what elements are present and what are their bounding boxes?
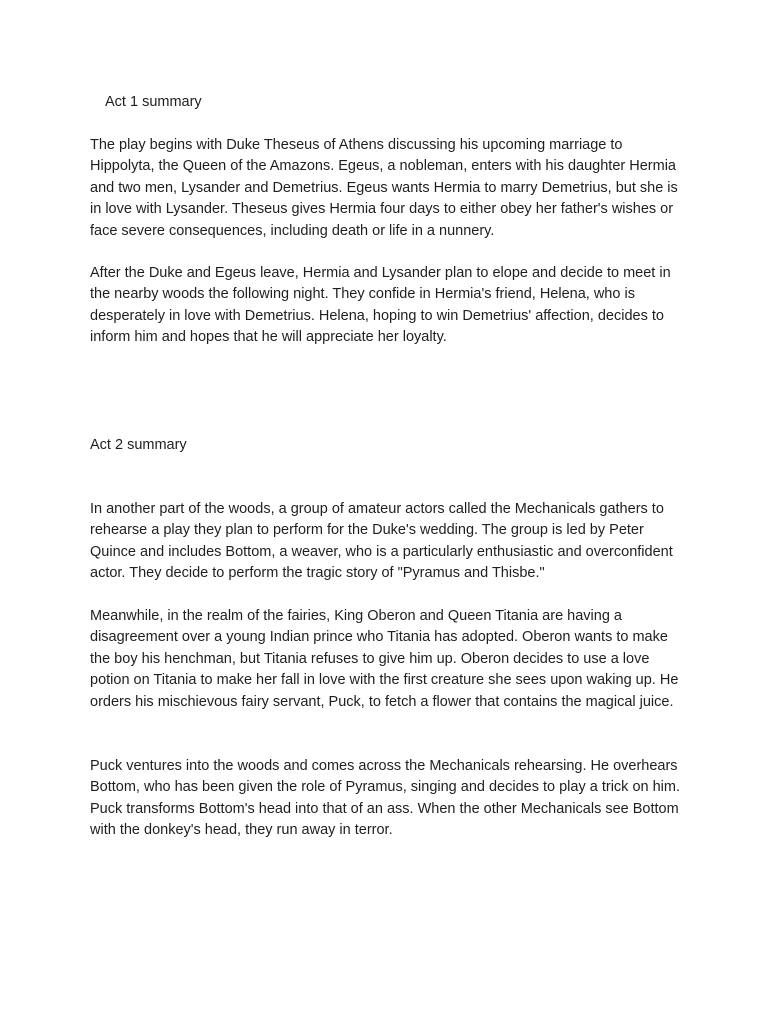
act2-paragraph-1: In another part of the woods, a group of amateur actors called the Mechanicals gathers to rehearse a play they plan to perform for the Duke's wedding. The group is led by Peter Quince and includes Bottom, a weaver, who is a particularly enthusiastic and overconfident actor. They decide to perform the tragic story of "Pyramus and Thisbe.": [90, 501, 673, 582]
act1-paragraph-2: After the Duke and Egeus leave, Hermia and Lysander plan to elope and decide to meet in the nearby woods the following night. They confide in Hermia's friend, Helena, who is desperately in love with Demetrius. Helena, hoping to win Demetrius' affection, decides to inform him and hopes that he will appreciate her loyalty.: [90, 265, 671, 346]
act2-paragraph-2: Meanwhile, in the realm of the fairies, King Oberon and Queen Titania are having a disagreement over a young Indian prince who Titania has adopted. Oberon wants to make the boy his henchman, but Titania refuses to give him up. Oberon decides to use a love potion on Titania to make her fall in love with the first creature she sees upon waking up. He orders his mischievous fairy servant, Puck, to fetch a flower that contains the magical juice.: [90, 608, 679, 710]
act2-heading: Act 2 summary: [90, 437, 187, 453]
act2-paragraph-3: Puck ventures into the woods and comes across the Mechanicals rehearsing. He overhears Bottom, who has been given the role of Pyramus, singing and decides to play a trick on him. Puck transforms Bottom's head into that of an ass. When the other Mechanicals see Bottom with the donkey's head, they run away in terror.: [90, 758, 680, 839]
act1-heading: Act 1 summary: [105, 94, 202, 110]
act1-paragraph-1: The play begins with Duke Theseus of Athens discussing his upcoming marriage to Hippolyta, the Queen of the Amazons. Egeus, a nobleman, enters with his daughter Hermia and two men, Lysander and Demetrius. Egeus wants Hermia to marry Demetrius, but she is in love with Lysander. Theseus gives Hermia four days to either obey her father's wishes or face severe consequences, including death or life in a nunnery.: [90, 137, 678, 239]
